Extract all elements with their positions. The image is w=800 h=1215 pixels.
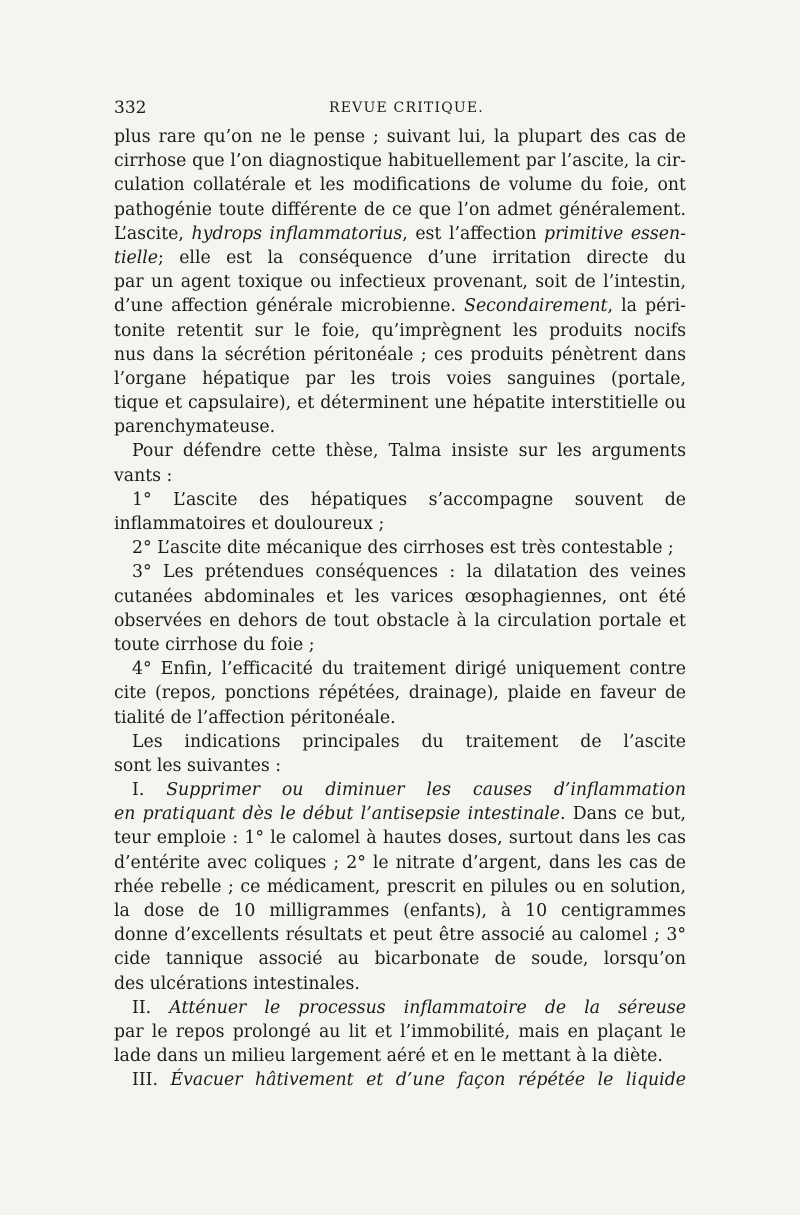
page-header bbox=[114, 98, 684, 120]
text-line: vants : bbox=[114, 465, 173, 486]
text-line: des ulcérations intestinales. bbox=[114, 973, 360, 994]
text-line: cirrhose que l’on diagnostique habituellement par l’ascite, la cir- bbox=[114, 151, 686, 172]
text-line: toute cirrhose du foie ; bbox=[114, 634, 315, 655]
body-text bbox=[114, 125, 686, 1093]
text-line: observées en dehors de tout obstacle à la circulation portale et bbox=[114, 610, 686, 631]
text-line: 4° Enfin, l’efficacité du traitement dirigé uniquement contre bbox=[132, 659, 686, 680]
text-line: l’organe hépatique par les trois voies sanguines (portale, bbox=[114, 368, 686, 389]
text-line: donne d’excellents résultats et peut être associé au calomel ; 3° bbox=[114, 925, 686, 946]
text-line: culation collatérale et les modifications de volume du foie, ont bbox=[114, 175, 686, 196]
page-number: 332 bbox=[114, 98, 147, 118]
text-line: d’une affection générale microbienne. Secondairement, la péri- bbox=[114, 296, 686, 317]
text-line: par un agent toxique ou infectieux provenant, soit de l’intestin, bbox=[114, 272, 686, 293]
text-line: pathogénie toute différente de ce que l’on admet généralement. bbox=[114, 199, 686, 220]
text-line: cutanées abdominales et les varices œsophagiennes, ont été bbox=[114, 586, 686, 607]
text-line: tialité de l’affection péritonéale. bbox=[114, 707, 396, 728]
text-line: tique et capsulaire), et déterminent une hépatite interstitielle ou bbox=[114, 393, 686, 414]
text-line: en pratiquant dès le début l’antisepsie intestinale. Dans ce but, bbox=[114, 804, 686, 825]
text-line: 1° L’ascite des hépatiques s’accompagne souvent de bbox=[132, 489, 686, 510]
text-line: inflammatoires et douloureux ; bbox=[114, 514, 385, 534]
running-title: REVUE CRITIQUE. bbox=[329, 100, 484, 116]
text-line: tonite retentit sur le foie, qu’imprègnent les produits nocifs bbox=[114, 320, 686, 341]
text-line: lade dans un milieu largement aéré et en le mettant à la diète. bbox=[114, 1046, 663, 1067]
text-line: II. Atténuer le processus inflammatoire de la séreuse bbox=[132, 997, 686, 1018]
text-line: I. Supprimer ou diminuer les causes d’inflammation bbox=[132, 780, 686, 801]
text-line: III. Évacuer hâtivement et d’une façon répétée le liquide bbox=[132, 1070, 686, 1091]
text-line: d’entérite avec coliques ; 2° le nitrate d’argent, dans les cas de bbox=[114, 852, 686, 873]
text-line: cide tannique associé au bicarbonate de soude, lorsqu’on bbox=[114, 949, 686, 970]
text-line: parenchymateuse. bbox=[114, 417, 276, 438]
text-line: par le repos prolongé au lit et l’immobilité, mais en plaçant le bbox=[114, 1021, 686, 1042]
text-line: nus dans la sécrétion péritonéale ; ces produits pénètrent dans bbox=[114, 344, 686, 365]
text-line: rhée rebelle ; ce médicament, prescrit en pilules ou en solution, bbox=[114, 876, 686, 897]
text-line: tielle; elle est la conséquence d’une irritation directe du bbox=[114, 247, 686, 268]
text-line: 2° L’ascite dite mécanique des cirrhoses est très contestable ; bbox=[132, 538, 674, 559]
text-line: sont les suivantes : bbox=[114, 755, 282, 776]
text-line: cite (repos, ponctions répétées, drainage), plaide en faveur de bbox=[114, 683, 686, 704]
text-line: la dose de 10 milligrammes (enfants), à 10 centigrammes bbox=[114, 901, 686, 921]
text-line: plus rare qu’on ne le pense ; suivant lui, la plupart des cas de bbox=[114, 127, 686, 147]
text-line: L’ascite, hydrops inflammatorius, est l’affection primitive essen- bbox=[114, 223, 686, 244]
text-line: Pour défendre cette thèse, Talma insiste sur les arguments bbox=[132, 441, 686, 462]
text-line: teur emploie : 1° le calomel à hautes doses, surtout dans les cas bbox=[114, 828, 686, 849]
text-line: 3° Les prétendues conséquences : la dilatation des veines bbox=[132, 562, 686, 583]
text-line: Les indications principales du traitement de l’ascite bbox=[132, 731, 686, 752]
